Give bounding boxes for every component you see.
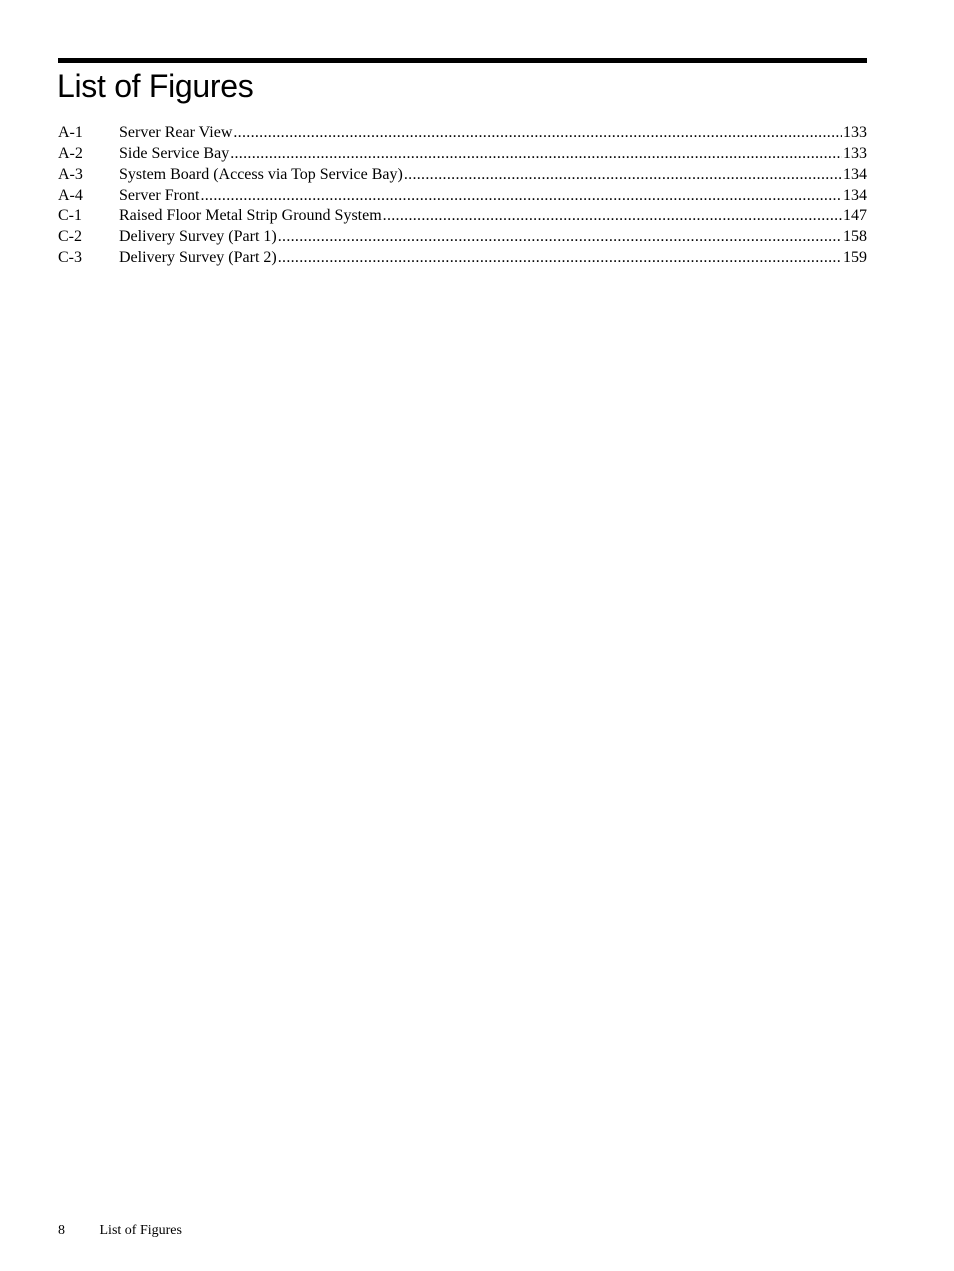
figure-list [58,123,867,269]
figure-entry[interactable] [58,227,867,248]
figure-title: Server Front [119,186,200,204]
footer-section-title: List of Figures [99,1223,182,1238]
dot-leader [404,165,842,186]
figure-title: Raised Floor Metal Strip Ground System [119,207,382,225]
figure-title: Server Rear View [119,124,233,141]
dot-leader [200,186,842,207]
figure-page-number: 134 [843,165,867,183]
dot-leader [278,227,842,248]
figure-page-number: 134 [843,186,867,204]
figure-entry[interactable] [58,248,867,269]
figure-entry[interactable] [58,144,867,165]
figure-title: Side Service Bay [119,144,230,162]
figure-entry[interactable] [58,123,867,144]
figure-title: Delivery Survey (Part 2) [119,249,277,267]
figure-number: C-3 [58,249,82,267]
figure-page-number: 133 [843,124,867,141]
title-rule [58,58,867,63]
figure-number: A-1 [58,124,83,141]
page-title: List of Figures [57,68,254,104]
figure-number: A-4 [58,186,83,204]
dot-leader [278,248,842,269]
figure-number: C-2 [58,228,82,246]
figure-page-number: 147 [843,207,867,225]
figure-number: C-1 [58,207,82,225]
dot-leader [383,206,842,227]
figure-page-number: 159 [843,249,867,267]
figure-number: A-3 [58,165,83,183]
figure-entry[interactable] [58,165,867,186]
figure-entry[interactable] [58,206,867,227]
figure-page-number: 158 [843,228,867,246]
figure-entry[interactable] [58,186,867,207]
figure-number: A-2 [58,144,83,162]
dot-leader [233,123,842,144]
figure-page-number: 133 [843,144,867,162]
figure-title: System Board (Access via Top Service Bay) [119,165,403,183]
footer-page-number: 8 [58,1223,65,1238]
dot-leader [230,144,842,165]
figure-title: Delivery Survey (Part 1) [119,228,277,246]
page-footer [58,1221,182,1241]
